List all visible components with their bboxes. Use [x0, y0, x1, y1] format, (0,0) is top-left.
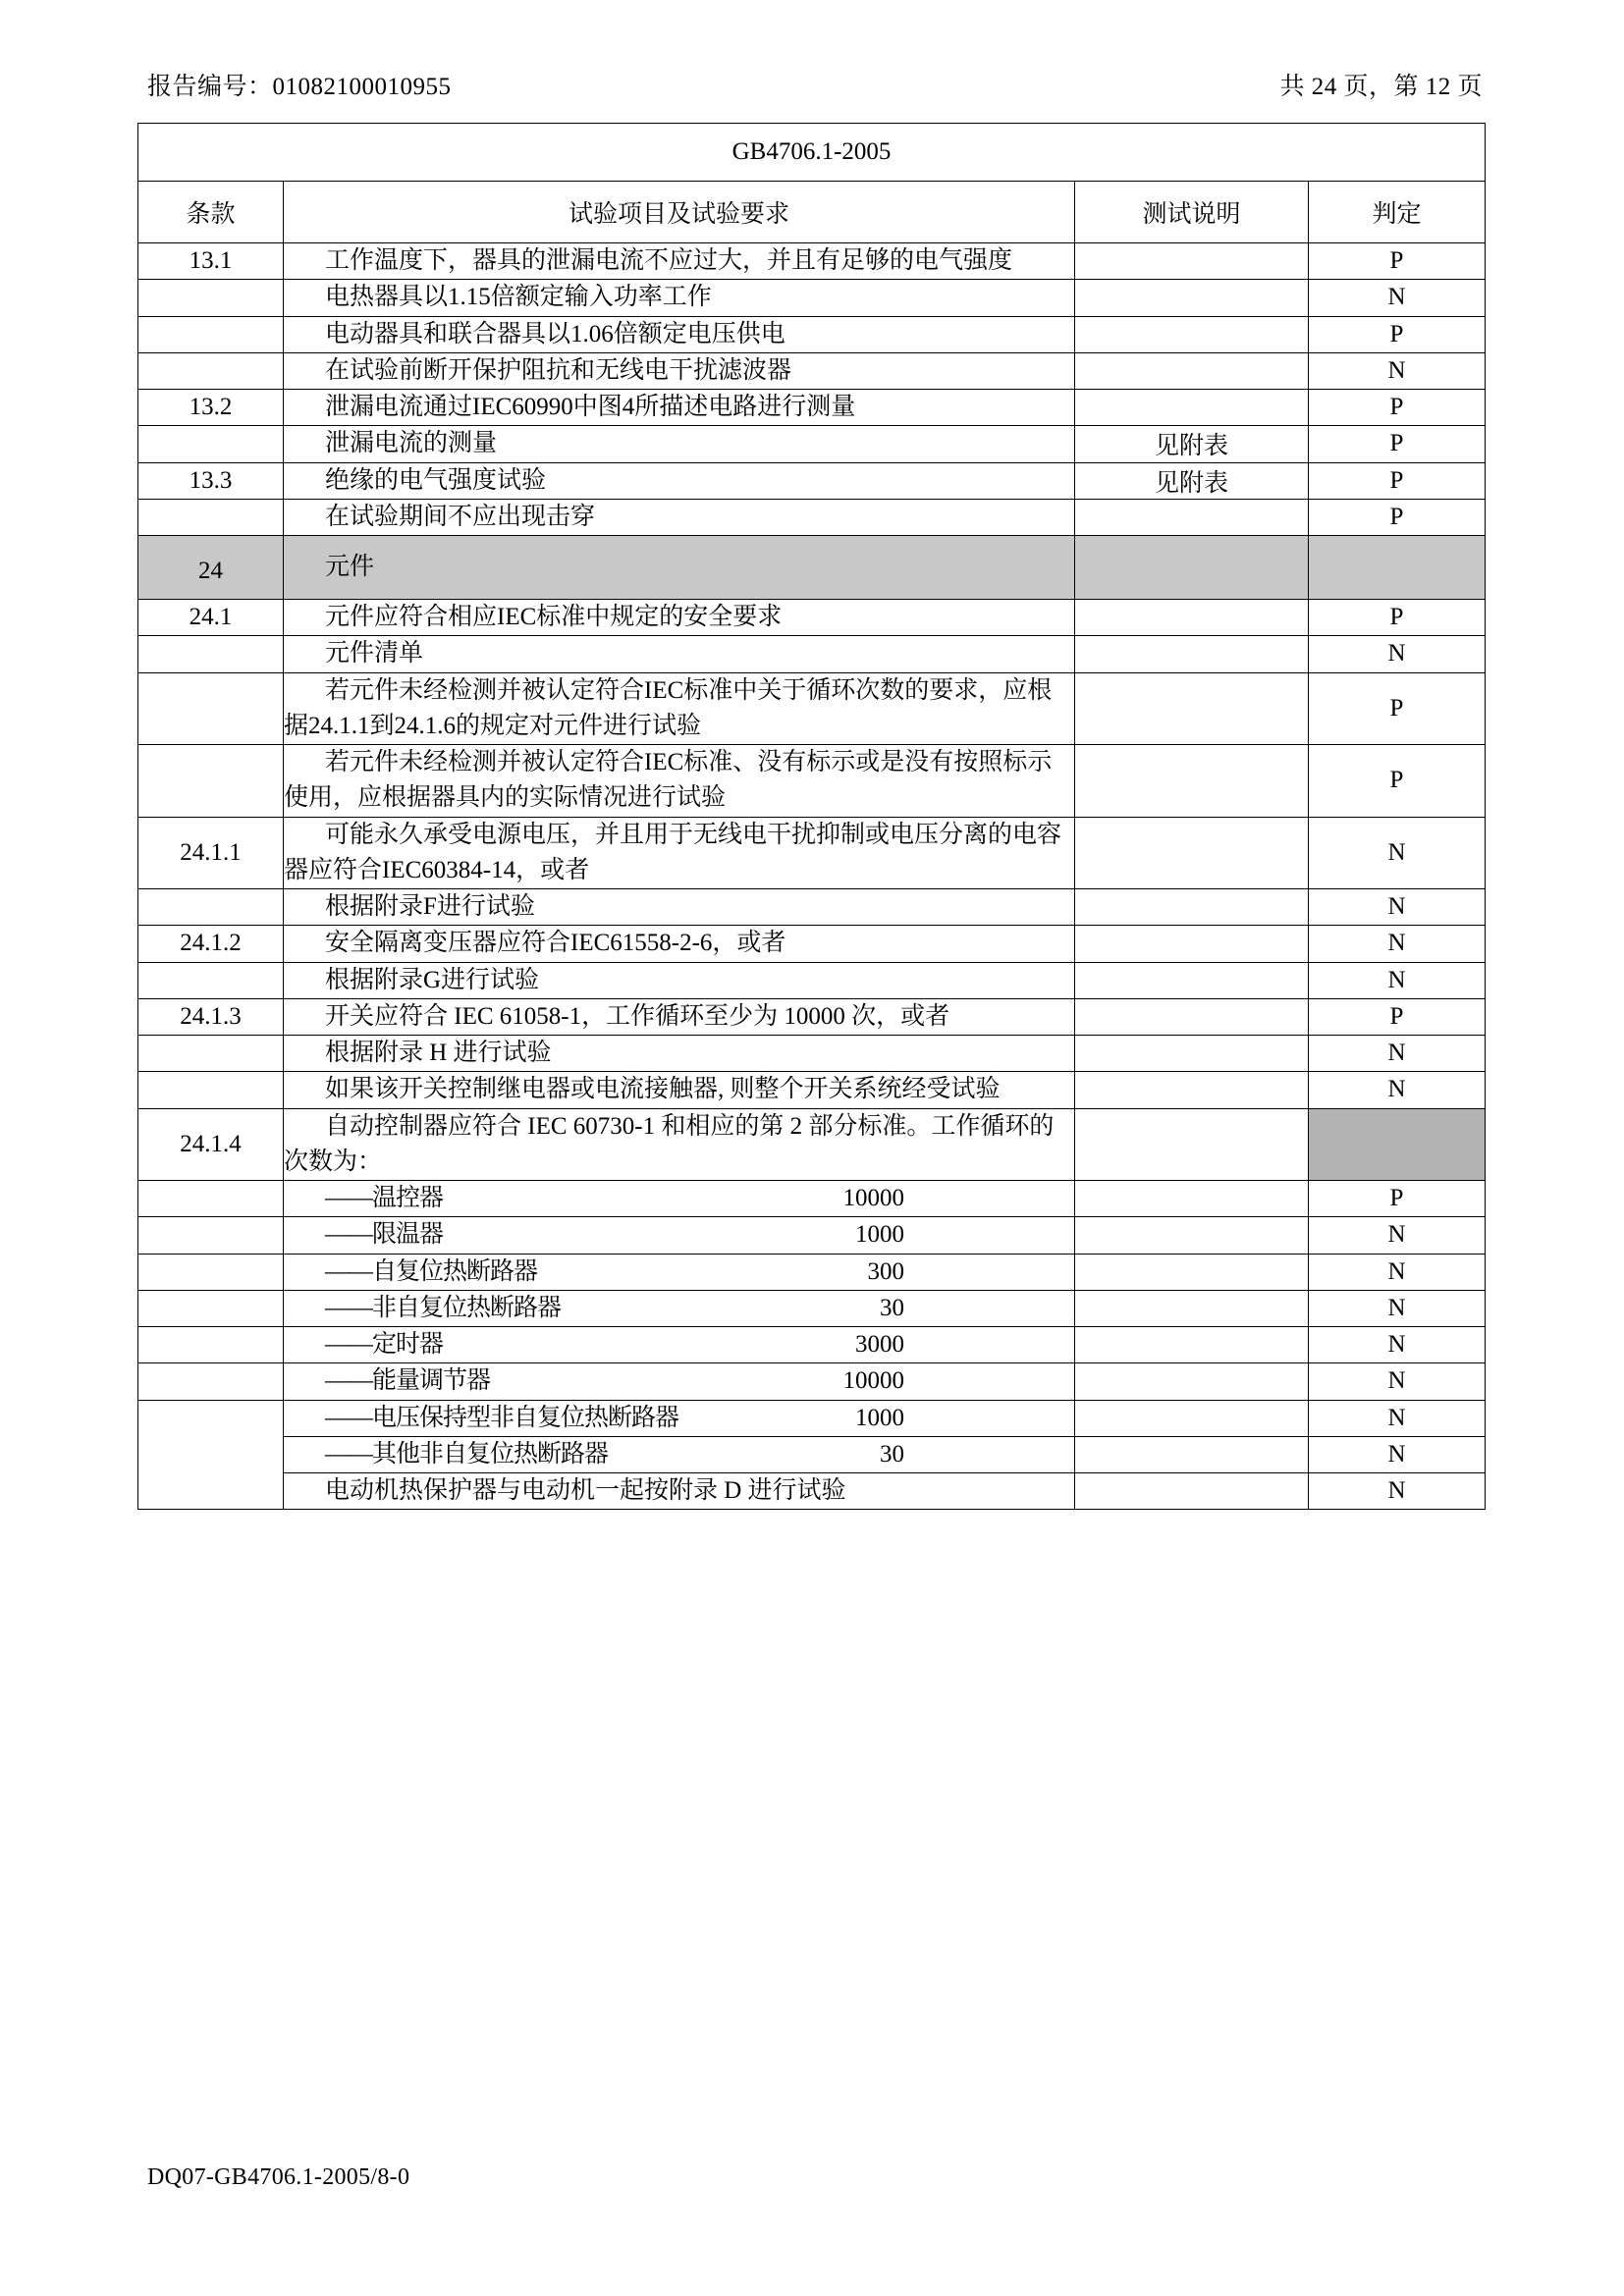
row-clause	[138, 636, 284, 672]
col-header-item: 试验项目及试验要求	[284, 182, 1075, 243]
row-item: 可能永久承受电源电压，并且用于无线电干扰抑制或电压分离的电容器应符合IEC60384-14，或者	[284, 817, 1075, 889]
row-verdict: P	[1309, 390, 1486, 426]
row-note	[1075, 1072, 1309, 1108]
row-clause: 13.2	[138, 390, 284, 426]
row-note	[1075, 1254, 1309, 1290]
table-row	[138, 1290, 1486, 1326]
row-item: 根据附录F进行试验	[284, 889, 1075, 926]
row-clause	[138, 280, 284, 316]
row-verdict: N	[1309, 889, 1486, 926]
table-row	[138, 1436, 1486, 1472]
value-number: 3000	[855, 1331, 904, 1358]
row-item: 电热器具以1.15倍额定输入功率工作	[284, 280, 1075, 316]
col-header-note: 测试说明	[1075, 182, 1309, 243]
value-label: ——能量调节器	[325, 1367, 491, 1395]
row-clause	[138, 962, 284, 998]
value-number: 1000	[855, 1221, 904, 1249]
row-note	[1075, 316, 1309, 352]
section-row	[138, 536, 1486, 600]
row-item: 根据附录G进行试验	[284, 962, 1075, 998]
row-verdict: N	[1309, 1290, 1486, 1326]
row-clause: 24.1.1	[138, 817, 284, 889]
row-clause: 13.1	[138, 243, 284, 280]
row-item: 若元件未经检测并被认定符合IEC标准、没有标示或是没有按照标示使用，应根据器具内的实际情况进行试验	[284, 745, 1075, 818]
report-number: 报告编号：01082100010955	[147, 74, 452, 100]
row-clause	[138, 1217, 284, 1254]
table-row	[138, 636, 1486, 672]
row-clause	[138, 1254, 284, 1290]
section-verdict	[1309, 536, 1486, 600]
value-label: ——非自复位热断路器	[325, 1294, 562, 1321]
row-item	[284, 1254, 1075, 1290]
test-report-table-wrapper	[137, 123, 1485, 1510]
row-note	[1075, 998, 1309, 1035]
row-clause	[138, 672, 284, 745]
table-row	[138, 1400, 1486, 1436]
row-clause: 24.1.4	[138, 1108, 284, 1181]
row-clause	[138, 1072, 284, 1108]
row-note	[1075, 1363, 1309, 1400]
row-verdict: P	[1309, 1181, 1486, 1217]
row-note	[1075, 390, 1309, 426]
row-note	[1075, 1473, 1309, 1510]
table-row	[138, 1181, 1486, 1217]
row-note	[1075, 1290, 1309, 1326]
table-row	[138, 243, 1486, 280]
row-verdict: N	[1309, 962, 1486, 998]
table-row	[138, 962, 1486, 998]
row-note	[1075, 962, 1309, 998]
row-item	[284, 1181, 1075, 1217]
row-item: 在试验期间不应出现击穿	[284, 499, 1075, 535]
value-number: 300	[867, 1257, 904, 1285]
row-item: 工作温度下，器具的泄漏电流不应过大，并且有足够的电气强度	[284, 243, 1075, 280]
row-note	[1075, 1327, 1309, 1363]
table-row	[138, 1217, 1486, 1254]
table-row	[138, 1473, 1486, 1510]
section-title: 元件	[284, 536, 1075, 600]
table-row	[138, 672, 1486, 745]
row-verdict: N	[1309, 1254, 1486, 1290]
row-verdict: N	[1309, 1036, 1486, 1072]
table-row	[138, 1327, 1486, 1363]
row-clause	[138, 1363, 284, 1400]
row-verdict: P	[1309, 672, 1486, 745]
row-clause	[138, 1400, 284, 1510]
table-row	[138, 499, 1486, 535]
row-clause: 24.1	[138, 600, 284, 636]
row-verdict: P	[1309, 499, 1486, 535]
row-note	[1075, 600, 1309, 636]
value-label: ——电压保持型非自复位热断路器	[325, 1404, 679, 1431]
row-note	[1075, 636, 1309, 672]
row-verdict: P	[1309, 243, 1486, 280]
row-note	[1075, 352, 1309, 389]
row-verdict: N	[1309, 926, 1486, 962]
table-row	[138, 817, 1486, 889]
row-verdict: P	[1309, 745, 1486, 818]
row-note	[1075, 1217, 1309, 1254]
section-note	[1075, 536, 1309, 600]
row-verdict: N	[1309, 1217, 1486, 1254]
value-number: 1000	[855, 1404, 904, 1431]
row-note	[1075, 243, 1309, 280]
row-verdict: N	[1309, 817, 1486, 889]
section-clause: 24	[138, 536, 284, 600]
row-item: 在试验前断开保护阻抗和无线电干扰滤波器	[284, 352, 1075, 389]
row-item: 开关应符合 IEC 61058-1，工作循环至少为 10000 次，或者	[284, 998, 1075, 1035]
row-clause	[138, 1181, 284, 1217]
row-note: 见附表	[1075, 426, 1309, 462]
row-clause: 24.1.3	[138, 998, 284, 1035]
row-verdict: P	[1309, 998, 1486, 1035]
row-item: 绝缘的电气强度试验	[284, 462, 1075, 499]
table-row	[138, 889, 1486, 926]
row-verdict: N	[1309, 352, 1486, 389]
column-header-row	[138, 182, 1486, 243]
value-label: ——其他非自复位热断路器	[325, 1440, 609, 1468]
row-clause	[138, 1290, 284, 1326]
value-label: ——自复位热断路器	[325, 1257, 538, 1285]
row-verdict: P	[1309, 426, 1486, 462]
page-number: 共 24 页，第 12 页	[1279, 74, 1483, 100]
value-number: 10000	[842, 1367, 904, 1395]
row-item	[284, 1217, 1075, 1254]
table-row	[138, 426, 1486, 462]
row-clause	[138, 889, 284, 926]
table-row	[138, 462, 1486, 499]
table-row	[138, 1363, 1486, 1400]
standard-title-row	[138, 124, 1486, 182]
row-verdict: N	[1309, 1072, 1486, 1108]
table-row	[138, 926, 1486, 962]
row-verdict: N	[1309, 1327, 1486, 1363]
row-clause: 13.3	[138, 462, 284, 499]
row-item: 泄漏电流的测量	[284, 426, 1075, 462]
row-item: 安全隔离变压器应符合IEC61558-2-6，或者	[284, 926, 1075, 962]
table-row	[138, 1108, 1486, 1181]
row-verdict: N	[1309, 1436, 1486, 1472]
table-row	[138, 352, 1486, 389]
row-item	[284, 1400, 1075, 1436]
table-row	[138, 1036, 1486, 1072]
row-verdict: N	[1309, 636, 1486, 672]
row-note	[1075, 1108, 1309, 1181]
row-clause	[138, 1327, 284, 1363]
row-clause	[138, 499, 284, 535]
row-note	[1075, 1400, 1309, 1436]
row-note	[1075, 926, 1309, 962]
row-verdict: N	[1309, 280, 1486, 316]
row-verdict	[1309, 1108, 1486, 1181]
row-clause	[138, 1036, 284, 1072]
row-verdict: N	[1309, 1473, 1486, 1510]
row-note	[1075, 280, 1309, 316]
row-verdict: N	[1309, 1400, 1486, 1436]
row-note	[1075, 889, 1309, 926]
row-item: 元件应符合相应IEC标准中规定的安全要求	[284, 600, 1075, 636]
row-item	[284, 1327, 1075, 1363]
row-clause: 24.1.2	[138, 926, 284, 962]
row-item	[284, 1436, 1075, 1472]
row-verdict: P	[1309, 600, 1486, 636]
row-clause	[138, 745, 284, 818]
value-label: ——温控器	[325, 1185, 444, 1211]
standard-title: GB4706.1-2005	[138, 124, 1486, 182]
table-row	[138, 390, 1486, 426]
value-number: 30	[880, 1440, 904, 1468]
row-note	[1075, 1436, 1309, 1472]
row-item: 若元件未经检测并被认定符合IEC标准中关于循环次数的要求，应根据24.1.1到24.1.6的规定对元件进行试验	[284, 672, 1075, 745]
table-row	[138, 280, 1486, 316]
row-note	[1075, 499, 1309, 535]
table-row	[138, 1072, 1486, 1108]
row-item: 元件清单	[284, 636, 1075, 672]
row-clause	[138, 352, 284, 389]
row-item: 根据附录 H 进行试验	[284, 1036, 1075, 1072]
test-report-table	[137, 123, 1486, 1510]
value-label: ——限温器	[325, 1221, 444, 1249]
table-row	[138, 998, 1486, 1035]
row-note: 见附表	[1075, 462, 1309, 499]
row-verdict: P	[1309, 316, 1486, 352]
row-note	[1075, 1181, 1309, 1217]
table-row	[138, 600, 1486, 636]
table-row	[138, 745, 1486, 818]
row-verdict: N	[1309, 1363, 1486, 1400]
row-clause	[138, 316, 284, 352]
row-item: 泄漏电流通过IEC60990中图4所描述电路进行测量	[284, 390, 1075, 426]
row-note	[1075, 672, 1309, 745]
table-row	[138, 316, 1486, 352]
row-verdict: P	[1309, 462, 1486, 499]
row-item	[284, 1363, 1075, 1400]
row-item: 电动机热保护器与电动机一起按附录 D 进行试验	[284, 1473, 1075, 1510]
row-item: 电动器具和联合器具以1.06倍额定电压供电	[284, 316, 1075, 352]
row-item: 自动控制器应符合 IEC 60730-1 和相应的第 2 部分标准。工作循环的次数为：	[284, 1108, 1075, 1181]
page-header	[147, 67, 1483, 102]
footer-doc-code: DQ07-GB4706.1-2005/8-0	[147, 2164, 410, 2190]
col-header-clause: 条款	[138, 182, 284, 243]
row-item: 如果该开关控制继电器或电流接触器, 则整个开关系统经受试验	[284, 1072, 1075, 1108]
table-row	[138, 1254, 1486, 1290]
value-label: ——定时器	[325, 1331, 444, 1358]
row-item	[284, 1290, 1075, 1326]
row-clause	[138, 426, 284, 462]
col-header-verdict: 判定	[1309, 182, 1486, 243]
row-note	[1075, 817, 1309, 889]
value-number: 30	[880, 1294, 904, 1321]
row-note	[1075, 1036, 1309, 1072]
row-note	[1075, 745, 1309, 818]
value-number: 10000	[842, 1185, 904, 1211]
